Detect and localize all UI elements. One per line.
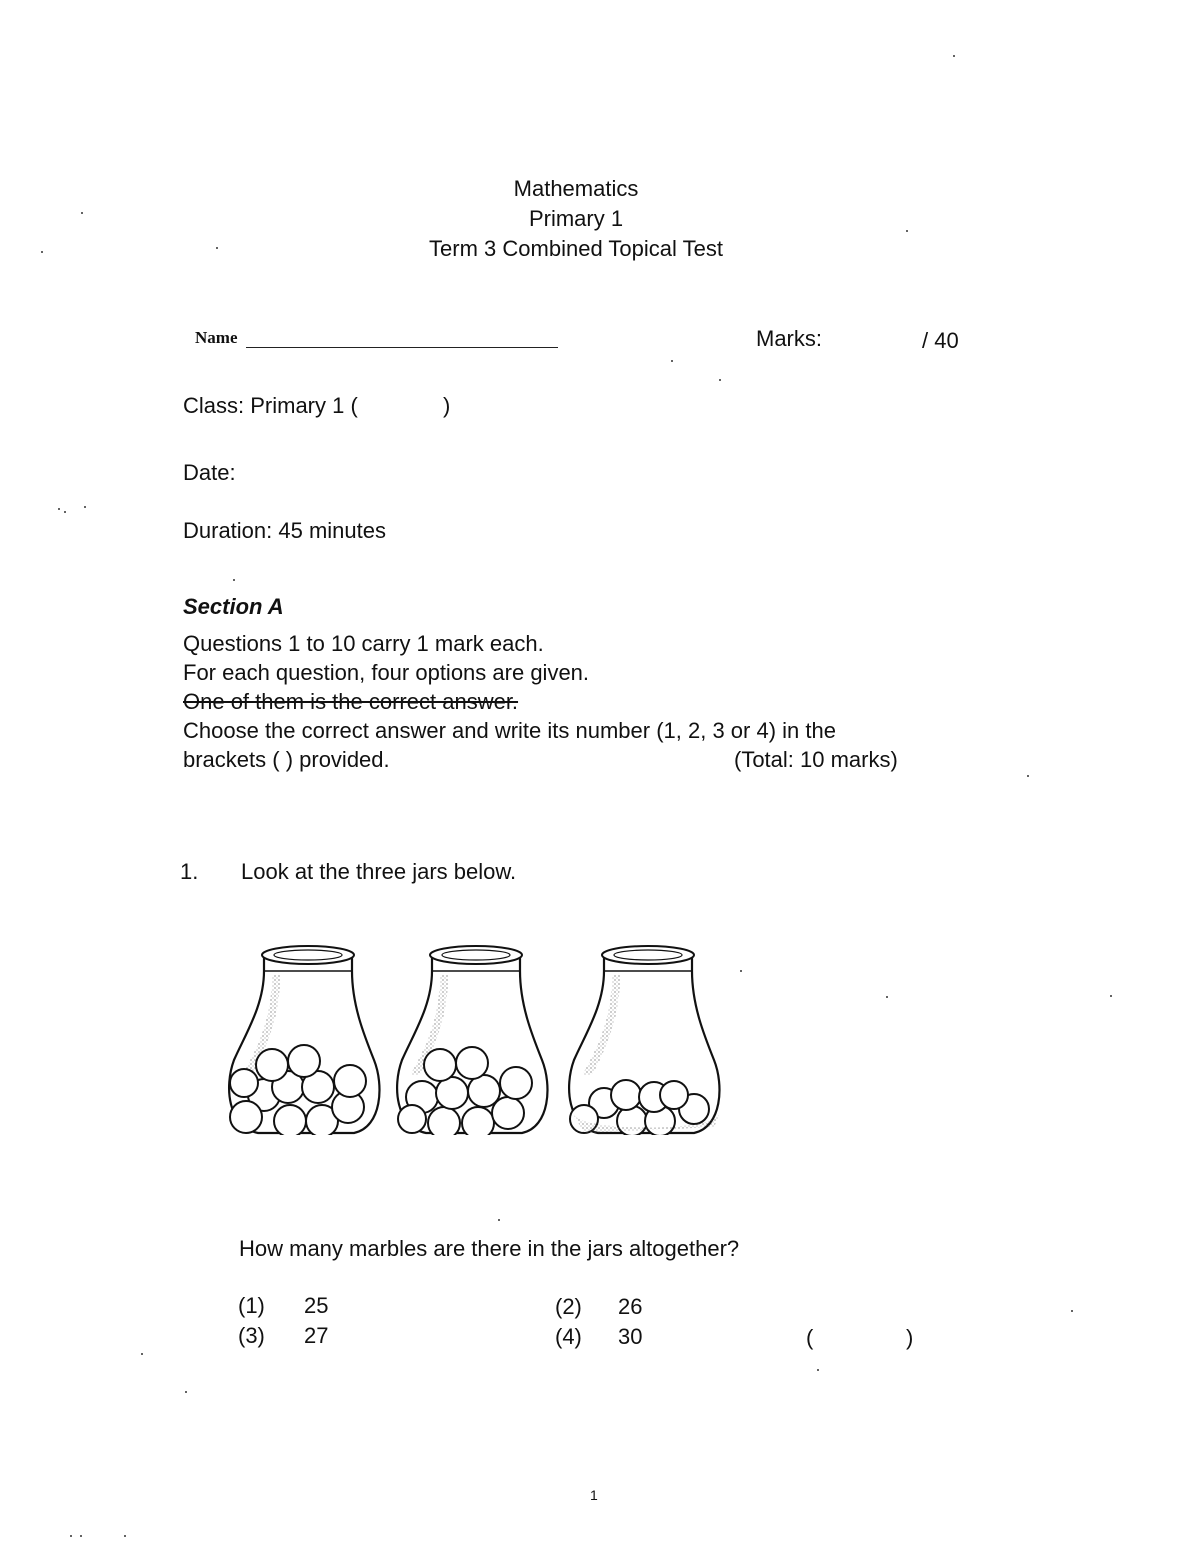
duration: Duration: 45 minutes xyxy=(183,518,386,543)
test-subject: Mathematics xyxy=(513,176,639,201)
page-number: 1 xyxy=(590,1487,598,1503)
instruction-line: Choose the correct answer and write its number (1, 2, 3 or 4) in the xyxy=(183,718,836,743)
option-value: 30 xyxy=(618,1324,643,1349)
class-label: Class: Primary 1 ( xyxy=(183,393,358,418)
option-value: 25 xyxy=(304,1293,329,1318)
question-prompt: Look at the three jars below. xyxy=(241,859,517,884)
test-name: Term 3 Combined Topical Test xyxy=(429,236,723,261)
jar-3 xyxy=(569,946,719,1135)
answer-bracket-close: ) xyxy=(906,1325,914,1350)
question-number: 1. xyxy=(180,859,199,884)
answer-bracket-open: ( xyxy=(806,1325,814,1350)
date-label: Date: xyxy=(183,460,236,485)
option-value: 27 xyxy=(304,1323,329,1348)
test-level: Primary 1 xyxy=(528,206,624,231)
name-label: Name xyxy=(195,328,238,347)
question-text: How many marbles are there in the jars altogether? xyxy=(239,1236,740,1261)
marks-label: Marks: xyxy=(756,326,822,351)
name-field-line[interactable] xyxy=(246,347,558,348)
answer-field[interactable] xyxy=(822,1323,902,1351)
section-title: Section A xyxy=(183,594,284,619)
instruction-line: Questions 1 to 10 carry 1 mark each. xyxy=(183,631,544,656)
section-total: (Total: 10 marks) xyxy=(734,747,898,772)
option-label: (1) xyxy=(238,1293,265,1318)
option-label: (3) xyxy=(238,1323,265,1348)
jars-illustration xyxy=(214,935,734,1135)
marbles-jar-1 xyxy=(230,1045,366,1135)
marks-total: / 40 xyxy=(922,328,959,353)
option-label: (4) xyxy=(555,1324,582,1349)
instruction-line: For each question, four options are given. xyxy=(183,660,590,685)
option-label: (2) xyxy=(555,1294,582,1319)
instruction-line: brackets ( ) provided. xyxy=(183,747,390,772)
class-bracket-close: ) xyxy=(443,393,451,418)
jar-2 xyxy=(397,946,547,1135)
marbles-jar-2 xyxy=(398,1047,532,1135)
instruction-line: One of them is the correct answer. xyxy=(183,689,519,714)
jar-1 xyxy=(229,946,379,1135)
option-value: 26 xyxy=(618,1294,643,1319)
